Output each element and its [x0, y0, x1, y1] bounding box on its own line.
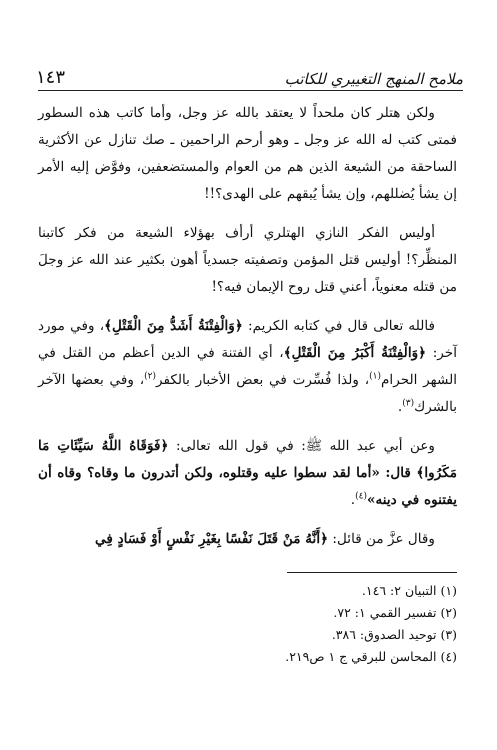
paragraph-text: أوليس الفكر النازي الهتلري أرأف بهؤلاء الشيعة من فكر كاتبنا المنظِّر؟! أوليس قتل المؤمن وتصفيته جسدياً أهون بكثير عند الله عز وجلَ من قتله معنوياً، أعني قتل روح الإيمان فيه؟!: [38, 225, 457, 295]
paragraph-text: ، ولذا فُسِّرت في بعض الأخبار بالكفر: [155, 372, 370, 388]
paragraph-text: .: [350, 492, 356, 508]
footnotes: [60, 580, 457, 668]
footnote-ref-3: (٣): [402, 398, 415, 409]
paragraph-text: .: [397, 399, 403, 415]
paragraph-text: ، أي الفتنة في الدين أعظم من القتل في الشهر الحرام: [38, 345, 457, 388]
footnote-ref-4: (٤): [355, 491, 367, 502]
quran-verse: ﴿وَالْفِتْنَةُ أَشَدُّ مِنَ الْقَتْلِ﴾: [104, 318, 243, 334]
footnote-4: (٤) المحاسن للبرقي ج ١ ص٢١٩.: [285, 649, 457, 664]
footnote-ref-1: (١): [369, 371, 382, 382]
footnote-3: (٣) توحيد الصدوق: ٣٨٦.: [331, 627, 457, 642]
footnote-separator: [287, 572, 457, 573]
quran-verse: ﴿فَوَقَاهُ اللَّهُ سَيِّئَاتِ مَا مَكَرُوا﴾: [38, 438, 457, 481]
header-rule: [38, 90, 463, 91]
body-text: [38, 100, 457, 565]
paragraph-text: ولكن هتلر كان ملحداً لا يعتقد بالله عز وجل، وأما كاتب هذه السطور فمتى كتب له الله عز وجل ـ وهو أرحم الراحمين ـ صك تنازل عن الأكثرية الساحقة من الشيعة الذين هم من العوام والمستضعفين، وفوَّض إليه الأمر إن يشأ يُضللهم، وإن يشأ يُبقهم على الهدى؟!!: [38, 105, 457, 202]
footnote-2: (٢) تفسير القمي ١: ٧٢.: [333, 605, 457, 620]
paragraph-text: فالله تعالى قال في كتابه الكريم:: [242, 318, 435, 334]
quran-verse: ﴿وَالْفِتْنَةُ أَكْبَرُ مِنَ الْقَتْلِ﴾: [283, 345, 427, 361]
paragraph-text: ، وفي بعضها الآخر بالشرك: [38, 372, 457, 415]
footnote-ref-2: (٢): [144, 371, 156, 382]
paragraph-5: [38, 526, 457, 553]
paragraph-text: ، وفي مورد آخر:: [38, 318, 457, 361]
paragraph-2: [38, 220, 457, 301]
hadith-quote: قال: «أما لقد سطوا عليه وقتلوه، ولكن أتدرون ما وقاه؟ وقاه أن يفتنوه في دينه»: [38, 465, 457, 508]
footnote-1: (١) التبيان ٢: ١٤٦.: [361, 583, 457, 598]
paragraph-text: وعن أبي عبد الله ﷺ: في قول الله تعالى:: [168, 438, 435, 454]
running-title: ملامح المنهج التغييري للكاتب: [284, 70, 463, 88]
paragraph-4: [38, 433, 457, 514]
paragraph-3: [38, 313, 457, 421]
page-header: [36, 58, 463, 88]
page-number: ١٤٣: [36, 67, 66, 88]
paragraph-text: وقال عزَّ من قائل:: [328, 531, 435, 547]
quran-verse: ﴿أَنَّهُ مَنْ قَتَلَ نَفْسًا بِغَيْرِ نَفْسٍ أَوْ فَسَادٍ فِي: [95, 531, 329, 547]
paragraph-1: [38, 100, 457, 208]
